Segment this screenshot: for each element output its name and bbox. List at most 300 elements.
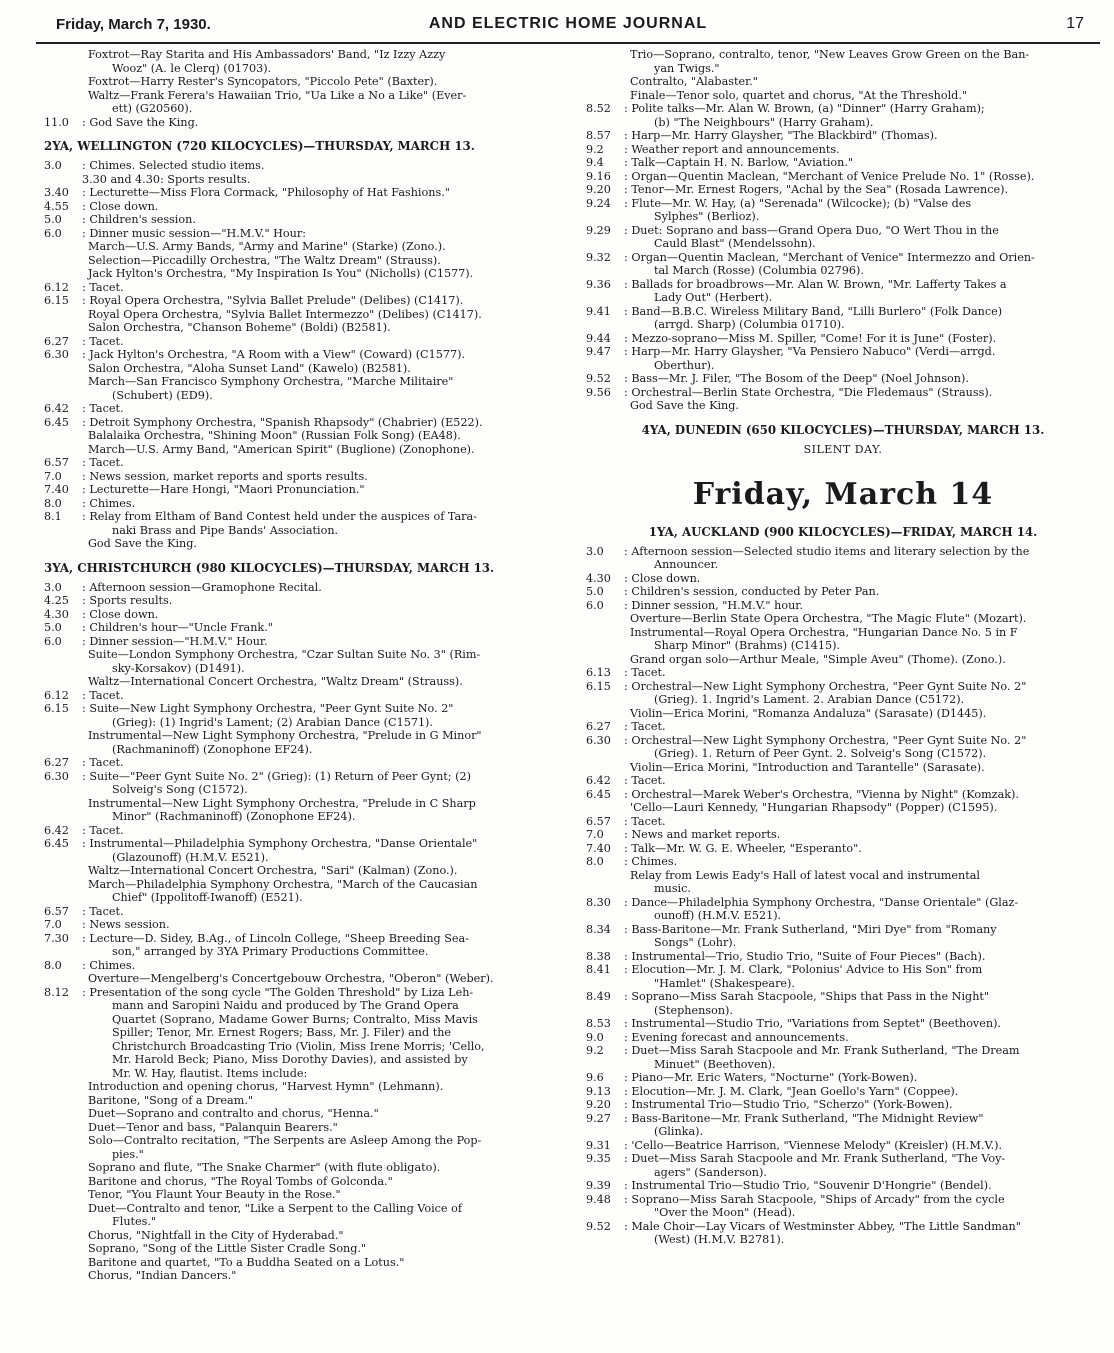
entry-text: : Evening forecast and announcements. [624, 1030, 849, 1044]
entry-time: 6.0 [586, 598, 604, 612]
programme-continuation: 'Cello—Lauri Kennedy, "Hungarian Rhapsody" (Popper) (C1595). [630, 801, 998, 814]
entry-text: : Band—B.B.C. Wireless Military Band, "Lilli Burlero" (Folk Dance) [624, 304, 1003, 318]
entry-time: 9.52 [586, 372, 611, 385]
entry-time: 6.15 [586, 679, 611, 693]
programme-continuation: Wooz" (A. le Clerq) (01703). [112, 61, 272, 75]
programme-entry [586, 332, 1100, 346]
programme-continuation: agers" (Sanderson). [654, 1165, 767, 1179]
programme-continuation: Waltz—Frank Ferera's Hawaiian Trio, "Ua Like a No a Like" (Ever- [88, 88, 467, 102]
entry-text: : Tacet. [82, 823, 124, 837]
entry-time: 6.30 [44, 348, 69, 361]
programme-entry [44, 608, 574, 622]
entry-text: : Instrumental Trio—Studio Trio, "Souvenir D'Hongrie" (Bendel). [624, 1179, 992, 1192]
programme-continuation: Chorus, "Nightfall in the City of Hyderabad." [88, 1228, 344, 1242]
programme-continuation: Instrumental—New Light Symphony Orchestra, "Prelude in G Minor" [88, 729, 482, 742]
programme-entry [44, 702, 574, 716]
entry-text: : Polite talks—Mr. Alan W. Brown, (a) "Dinner" (Harry Graham); [624, 102, 985, 115]
programme-entry [586, 788, 1100, 802]
entry-text: : Instrumental—Trio, Studio Trio, "Suite of Four Pieces" (Bach). [624, 949, 986, 963]
entry-time: 9.36 [586, 277, 611, 291]
entry-time: 6.15 [44, 702, 69, 715]
programme-continuation: (Grieg): (1) Ingrid's Lament; (2) Arabian Dance (C1571). [112, 715, 433, 729]
entry-text: : Orchestral—New Light Symphony Orchestra, "Peer Gynt Suite No. 2" [624, 679, 1027, 693]
programme-continuation: Mr. Harold Beck; Piano, Miss Dorothy Davies), and assisted by [112, 1053, 468, 1066]
programme-entry [586, 1031, 1100, 1045]
entry-text: : Duet—Miss Sarah Stacpoole and Mr. Frank Sutherland, "The Voy- [624, 1152, 1006, 1165]
programme-continuation: Baritone and quartet, "To a Buddha Seated on a Lotus." [88, 1255, 405, 1269]
entry-time: 6.0 [44, 226, 62, 240]
programme-continuation: Mr. W. Hay, flautist. Items include: [112, 1066, 308, 1080]
programme-entry [586, 305, 1100, 319]
header-date: Friday, March 7, 1930. [56, 16, 211, 33]
entry-time: 9.56 [586, 385, 611, 399]
programme-continuation: March—Philadelphia Symphony Orchestra, "March of the Caucasian [88, 877, 478, 891]
programme-continuation: sky-Korsakov) (D1491). [112, 661, 245, 675]
entry-text: : Tenor—Mr. Ernest Rogers, "Achal by the Sea" (Rosada Lawrence). [624, 183, 1009, 196]
entry-time: 8.49 [586, 990, 611, 1003]
entry-time: 6.15 [44, 294, 69, 307]
programme-entry [586, 372, 1100, 386]
programme-entry [44, 756, 574, 770]
entry-text: : News session, market reports and sports results. [82, 469, 368, 483]
entry-text: : Elocution—Mr. J. M. Clark, "Jean Goello's Yarn" (Coppee). [624, 1084, 959, 1098]
entry-time: 9.20 [586, 183, 611, 196]
entry-time: 4.30 [44, 607, 69, 621]
programme-continuation: Chorus, "Indian Dancers." [88, 1269, 237, 1282]
entry-time: 5.0 [586, 585, 604, 598]
entry-time: 8.57 [586, 129, 611, 142]
programme-continuation: God Save the King. [630, 399, 739, 412]
programme-entry [586, 224, 1100, 238]
entry-text: : Orchestral—Berlin State Orchestra, "Die Fledemaus" (Strauss). [624, 385, 993, 399]
entry-time: 8.0 [44, 958, 62, 972]
programme-continuation: Minuet" (Beethoven). [654, 1057, 776, 1071]
entry-text: : Tacet. [624, 774, 666, 787]
station-heading: 1YA, AUCKLAND (900 KILOCYCLES)—FRIDAY, MARCH 14. [648, 524, 1038, 539]
entry-time: 6.57 [44, 456, 69, 469]
programme-entry [586, 1220, 1100, 1234]
entry-time: 8.41 [586, 963, 611, 976]
programme-entry [586, 1139, 1100, 1153]
entry-text: : Jack Hylton's Orchestra, "A Room with a View" (Coward) (C1577). [82, 348, 466, 361]
programme-continuation: God Save the King. [88, 537, 197, 550]
programme-entry [586, 345, 1100, 359]
programme-entry [44, 402, 574, 416]
programme-entry [586, 1179, 1100, 1193]
entry-time: 9.48 [586, 1192, 611, 1206]
entry-text: : Sports results. [82, 594, 173, 607]
programme-entry [44, 635, 574, 649]
programme-continuation: Waltz—International Concert Orchestra, "Sari" (Kalman) (Zono.). [88, 864, 458, 877]
programme-entry [44, 227, 574, 241]
entry-time: 6.42 [44, 402, 69, 415]
programme-continuation: Lady Out" (Herbert). [654, 291, 773, 304]
entry-time: 6.12 [44, 688, 69, 702]
programme-entry [44, 456, 574, 470]
entry-time: 9.35 [586, 1152, 611, 1165]
entry-text: : Duet—Miss Sarah Stacpoole and Mr. Frank Sutherland, "The Dream [624, 1044, 1020, 1057]
entry-time: 3.0 [44, 159, 62, 172]
entry-time: 6.27 [44, 756, 69, 769]
programme-continuation: (Grieg). 1. Ingrid's Lament. 2. Arabian Dance (C5172). [654, 693, 965, 706]
entry-time: 9.4 [586, 156, 604, 169]
entry-time: 9.2 [586, 142, 604, 156]
entry-text: : Dinner session, "H.M.V." hour. [624, 598, 803, 612]
entry-text: : Harp—Mr. Harry Glaysher, "The Blackbird" (Thomas). [624, 129, 938, 142]
programme-entry [586, 197, 1100, 211]
entry-text: : Tacet. [624, 814, 666, 828]
programme-entry [586, 545, 1100, 559]
programme-entry [586, 143, 1100, 157]
programme-entry [44, 116, 574, 130]
programme-continuation: Duet—Tenor and bass, "Palanquin Bearers." [88, 1120, 338, 1134]
programme-continuation: Instrumental—New Light Symphony Orchestra, "Prelude in C Sharp [88, 796, 476, 810]
programme-continuation: Solveig's Song (C1572). [112, 783, 248, 796]
programme-continuation: Quartet (Soprano, Madame Gower Burns; Contralto, Miss Mavis [112, 1012, 478, 1026]
programme-entry [586, 102, 1100, 116]
programme-continuation: Sylphes" (Berlioz). [654, 210, 760, 223]
programme-continuation: Waltz—International Concert Orchestra, "Waltz Dream" (Strauss). [88, 675, 463, 688]
programme-entry [586, 963, 1100, 977]
programme-entry [44, 497, 574, 511]
programme-continuation: Salon Orchestra, "Aloha Sunset Land" (Kawelo) (B2581). [88, 361, 411, 375]
programme-entry [586, 842, 1100, 856]
entry-time: 8.1 [44, 510, 62, 523]
programme-continuation: Selection—Piccadilly Orchestra, "The Waltz Dream" (Strauss). [88, 253, 441, 267]
entry-text: : Tacet. [82, 456, 124, 469]
entry-time: 5.0 [44, 213, 62, 226]
entry-text: : Organ—Quentin Maclean, "Merchant of Venice" Intermezzo and Orien- [624, 250, 1035, 264]
programme-continuation: Overture—Berlin State Opera Orchestra, "The Magic Flute" (Mozart). [630, 612, 1027, 625]
entry-text: : Instrumental Trio—Studio Trio, "Scherzo" (York-Bowen). [624, 1098, 953, 1111]
entry-time: 9.29 [586, 223, 611, 237]
entry-time: 8.34 [586, 922, 611, 936]
entry-text: : Male Choir—Lay Vicars of Westminster Abbey, "The Little Sandman" [624, 1219, 1021, 1233]
programme-entry [586, 1193, 1100, 1207]
programme-continuation: Sharp Minor" (Brahms) (C1415). [654, 639, 841, 652]
entry-text: : Dinner music session—"H.M.V." Hour: [82, 226, 306, 240]
programme-entry [586, 828, 1100, 842]
entry-text: : News and market reports. [624, 828, 781, 841]
programme-continuation: "Over the Moon" (Head). [654, 1206, 796, 1219]
programme-entry [44, 213, 574, 227]
programme-continuation: music. [654, 882, 691, 895]
entry-text: : Instrumental—Philadelphia Symphony Orchestra, "Danse Orientale" [82, 837, 478, 850]
entry-time: 9.20 [586, 1098, 611, 1111]
programme-entry [586, 1071, 1100, 1085]
entry-time: 9.13 [586, 1084, 611, 1098]
programme-continuation: (Glinka). [654, 1125, 704, 1138]
programme-continuation: Soprano, "Song of the Little Sister Cradle Song." [88, 1242, 367, 1255]
entry-time: 4.30 [586, 571, 611, 585]
programme-continuation: Grand organ solo—Arthur Meale, "Simple Aveu" (Thome). (Zono.). [630, 652, 1006, 666]
day-title: Friday, March 14 [692, 476, 994, 512]
entry-text: : Close down. [624, 571, 701, 585]
programme-entry [44, 348, 574, 362]
entry-text: : Soprano—Miss Sarah Stacpoole, "Ships that Pass in the Night" [624, 990, 990, 1003]
programme-entry [44, 294, 574, 308]
programme-entry [586, 1044, 1100, 1058]
entry-text: : Tacet. [82, 402, 124, 415]
programme-continuation: tal March (Rosse) (Columbia 02796). [654, 264, 864, 277]
programme-continuation: Duet—Contralto and tenor, "Like a Serpent to the Calling Voice of [88, 1201, 462, 1215]
programme-continuation: Duet—Soprano and contralto and chorus, "Henna." [88, 1107, 379, 1120]
programme-entry [44, 173, 574, 187]
programme-entry [586, 170, 1100, 184]
programme-continuation: (Schubert) (ED9). [112, 388, 213, 402]
programme-continuation: Christchurch Broadcasting Trio (Violin, Miss Irene Morris; 'Cello, [112, 1039, 485, 1053]
entry-text: : Chimes. [82, 496, 136, 510]
programme-continuation: Foxtrot—Ray Starita and His Ambassadors' Band, "Iz Izzy Azzy [88, 48, 446, 61]
station-heading: 3YA, CHRISTCHURCH (980 KILOCYCLES)—THURSDAY, MARCH 13. [44, 560, 495, 575]
programme-entry [586, 585, 1100, 599]
programme-continuation: March—U.S. Army Band, "American Spirit" (Buglione) (Zonophone). [88, 442, 475, 456]
programme-continuation: Minor" (Rachmaninoff) (Zonophone EF24). [112, 810, 356, 823]
programme-continuation: "Hamlet" (Shakespeare). [654, 976, 795, 990]
programme-continuation: Relay from Lewis Eady's Hall of latest vocal and instrumental [630, 868, 980, 882]
entry-text: : Chimes. [624, 855, 678, 868]
entry-text: : God Save the King. [82, 115, 199, 129]
entry-text: : Bass—Mr. J. Filer, "The Bosom of the Deep" (Noel Johnson). [624, 372, 969, 385]
entry-text: : Tacet. [82, 334, 124, 348]
entry-time: 6.0 [44, 634, 62, 648]
programme-continuation: naki Brass and Pipe Bands' Association. [112, 523, 339, 537]
entry-text: : Ballads for broadbrows—Mr. Alan W. Brown, "Mr. Lafferty Takes a [624, 277, 1007, 291]
entry-time: 8.12 [44, 985, 69, 999]
entry-time: 8.30 [586, 895, 611, 909]
entry-time: 6.30 [44, 769, 69, 783]
programme-entry [44, 483, 574, 497]
entry-time: 7.0 [586, 828, 604, 841]
programme-continuation: Songs" (Lohr). [654, 936, 737, 949]
programme-continuation: Baritone, "Song of a Dream." [88, 1093, 254, 1107]
programme-entry [586, 774, 1100, 788]
entry-text: 3.30 and 4.30: Sports results. [82, 172, 251, 186]
entry-time: 6.30 [586, 733, 611, 747]
programme-continuation: Flutes." [112, 1215, 157, 1228]
entry-time: 6.27 [44, 334, 69, 348]
entry-text: : Orchestral—Marek Weber's Orchestra, "Vienna by Night" (Komzak). [624, 787, 1019, 801]
programme-continuation: ounoff) (H.M.V. E521). [654, 909, 782, 922]
entry-text: : Bass-Baritone—Mr. Frank Sutherland, "The Midnight Review" [624, 1111, 984, 1125]
programme-entry [44, 905, 574, 919]
entry-time: 4.25 [44, 594, 69, 607]
entry-time: 3.40 [44, 186, 69, 199]
programme-entry [586, 923, 1100, 937]
programme-entry [44, 416, 574, 430]
programme-entry [44, 689, 574, 703]
entry-time: 9.44 [586, 331, 611, 345]
programme-continuation: Oberthur). [654, 358, 715, 372]
entry-time: 3.0 [44, 580, 62, 594]
entry-text: : Suite—New Light Symphony Orchestra, "Peer Gynt Suite No. 2" [82, 702, 454, 715]
entry-text: : Weather report and announcements. [624, 142, 840, 156]
programme-continuation: (West) (H.M.V. B2781). [654, 1233, 785, 1246]
programme-continuation: (Grieg). 1. Return of Peer Gynt. 2. Solveig's Song (C1572). [654, 747, 987, 760]
programme-continuation: yan Twigs." [654, 61, 720, 75]
entry-time: 6.45 [44, 415, 69, 429]
programme-continuation: Baritone and chorus, "The Royal Tombs of Golconda." [88, 1174, 393, 1188]
programme-continuation: (Rachmaninoff) (Zonophone EF24). [112, 742, 313, 756]
entry-time: 9.6 [586, 1071, 604, 1084]
programme-entry [586, 950, 1100, 964]
programme-entry [586, 734, 1100, 748]
programme-entry [44, 918, 574, 932]
entry-time: 6.12 [44, 280, 69, 294]
programme-continuation: Trio—Soprano, contralto, tenor, "New Leaves Grow Green on the Ban- [630, 48, 1030, 61]
entry-time: 9.47 [586, 345, 611, 358]
programme-continuation: Solo—Contralto recitation, "The Serpents are Asleep Among the Pop- [88, 1134, 482, 1147]
entry-time: 9.32 [586, 250, 611, 264]
programme-entry [586, 720, 1100, 734]
station-heading: 4YA, DUNEDIN (650 KILOCYCLES)—THURSDAY, MARCH 13. [641, 422, 1045, 437]
entry-time: 8.38 [586, 949, 611, 963]
entry-text: : Dance—Philadelphia Symphony Orchestra, "Danse Orientale" (Glaz- [624, 895, 1019, 909]
programme-entry [44, 470, 574, 484]
programme-continuation: Cauld Blast" (Mendelssohn). [654, 237, 816, 250]
programme-continuation: Violin—Erica Morini, "Romanza Andaluza" (Sarasate) (D1445). [630, 706, 987, 720]
entry-text: : Lecturette—Miss Flora Cormack, "Philosophy of Hat Fashions." [82, 186, 450, 199]
entry-text: : Elocution—Mr. J. M. Clark, "Polonius' Advice to His Son" from [624, 963, 983, 976]
programme-continuation: Royal Opera Orchestra, "Sylvia Ballet Intermezzo" (Delibes) (C1417). [88, 307, 482, 321]
entry-time: 9.2 [586, 1044, 604, 1057]
programme-entry [586, 156, 1100, 170]
entry-time: 6.57 [44, 904, 69, 918]
programme-entry [586, 1085, 1100, 1099]
entry-text: : Afternoon session—Gramophone Recital. [82, 580, 322, 594]
entry-text: : Relay from Eltham of Band Contest held under the auspices of Tara- [82, 510, 477, 523]
programme-continuation: Introduction and opening chorus, "Harvest Hymn" (Lehmann). [88, 1080, 444, 1093]
entry-text: : Tacet. [82, 756, 124, 769]
entry-text: : Chimes. Selected studio items. [82, 159, 265, 172]
programme-entry [586, 855, 1100, 869]
entry-time: 9.0 [586, 1030, 604, 1044]
entry-time: 9.16 [586, 169, 611, 183]
programme-entry [586, 680, 1100, 694]
programme-continuation: Balalaika Orchestra, "Shining Moon" (Russian Folk Song) (EA48). [88, 429, 461, 442]
entry-text: : Piano—Mr. Eric Waters, "Nocturne" (York-Bowen). [624, 1071, 918, 1084]
entry-time: 9.31 [586, 1138, 611, 1152]
entry-text: : Chimes. [82, 958, 136, 972]
programme-entry [44, 335, 574, 349]
programme-entry [44, 824, 574, 838]
programme-continuation: Finale—Tenor solo, quartet and chorus, "At the Threshold." [630, 88, 968, 102]
programme-entry [44, 186, 574, 200]
programme-entry [586, 666, 1100, 680]
programme-continuation: son," arranged by 3YA Primary Productions Committee. [112, 945, 429, 958]
entry-time: 4.55 [44, 199, 69, 213]
programme-continuation: Suite—London Symphony Orchestra, "Czar Sultan Suite No. 3" (Rim- [88, 648, 481, 661]
entry-text: : Children's hour—"Uncle Frank." [82, 621, 273, 634]
programme-continuation: ett) (G20560). [112, 102, 193, 115]
programme-continuation: Foxtrot—Harry Rester's Syncopators, "Piccolo Pete" (Baxter). [88, 75, 438, 88]
programme-continuation: Announcer. [654, 558, 719, 571]
entry-time: 6.42 [44, 823, 69, 837]
programme-entry [586, 183, 1100, 197]
right-column [586, 48, 1100, 1247]
programme-entry [44, 932, 574, 946]
entry-text: : Lecture—D. Sidey, B.Ag., of Lincoln College, "Sheep Breeding Sea- [82, 931, 469, 945]
entry-time: 9.24 [586, 196, 611, 210]
entry-time: 8.0 [586, 855, 604, 868]
programme-entry [44, 510, 574, 524]
programme-continuation: Violin—Erica Morini, "Introduction and Tarantelle" (Sarasate). [630, 760, 985, 774]
entry-text: : Talk—Mr. W. G. E. Wheeler, "Esperanto". [624, 841, 862, 855]
page-header [36, 12, 1100, 44]
entry-text: : Detroit Symphony Orchestra, "Spanish Rhapsody" (Chabrier) (E522). [82, 415, 483, 429]
entry-time: 8.53 [586, 1017, 611, 1030]
left-column [44, 48, 574, 1283]
entry-time: 7.40 [586, 841, 611, 855]
programme-entry [586, 1152, 1100, 1166]
page-number: 17 [1066, 15, 1084, 32]
entry-time: 9.41 [586, 304, 611, 318]
programme-continuation: Chief" (Ippolitoff-Iwanoff) (E521). [112, 891, 303, 904]
entry-text: : Presentation of the song cycle "The Golden Threshold" by Liza Leh- [82, 985, 474, 999]
entry-text: : Close down. [82, 199, 159, 213]
programme-continuation: March—U.S. Army Bands, "Army and Marine" (Starke) (Zono.). [88, 240, 446, 253]
entry-time: 6.45 [586, 787, 611, 801]
entry-text: : 'Cello—Beatrice Harrison, "Viennese Melody" (Kreisler) (H.M.V.). [624, 1138, 1003, 1152]
entry-text: : Suite—"Peer Gynt Suite No. 2" (Grieg): (1) Return of Peer Gynt; (2) [82, 769, 471, 783]
programme-entry [586, 599, 1100, 613]
header-journal-title: AND ELECTRIC HOME JOURNAL [428, 15, 708, 32]
programme-continuation: March—San Francisco Symphony Orchestra, "Marche Militaire" [88, 375, 454, 388]
programme-entry [44, 281, 574, 295]
entry-time: 8.0 [44, 496, 62, 510]
entry-text: : Mezzo-soprano—Miss M. Spiller, "Come! For it is June" (Foster). [624, 331, 997, 345]
programme-continuation: (b) "The Neighbours" (Harry Graham). [654, 115, 874, 129]
entry-text: : Lecturette—Hare Hongi, "Maori Pronunciation." [82, 483, 365, 496]
entry-text: : Tacet. [82, 688, 124, 702]
programme-entry [44, 959, 574, 973]
entry-text: : Tacet. [82, 280, 124, 294]
programme-entry [44, 159, 574, 173]
programme-entry [586, 990, 1100, 1004]
entry-text: : Talk—Captain H. N. Barlow, "Aviation." [624, 156, 854, 169]
entry-time: 3.0 [586, 544, 604, 558]
entry-text: : Dinner session—"H.M.V." Hour. [82, 634, 268, 648]
entry-text: : News session. [82, 918, 170, 931]
entry-text: : Bass-Baritone—Mr. Frank Sutherland, "Miri Dye" from "Romany [624, 922, 997, 936]
programme-entry [44, 770, 574, 784]
programme-entry [586, 129, 1100, 143]
programme-continuation: Contralto, "Alabaster." [630, 75, 758, 88]
programme-entry [44, 621, 574, 635]
entry-time: 7.0 [44, 918, 62, 931]
programme-entry [44, 581, 574, 595]
entry-time: 6.45 [44, 837, 69, 850]
entry-time: 5.0 [44, 621, 62, 634]
entry-time: 6.57 [586, 814, 611, 828]
entry-time: 9.27 [586, 1111, 611, 1125]
entry-text: : Royal Opera Orchestra, "Sylvia Ballet Prelude" (Delibes) (C1417). [82, 294, 464, 307]
programme-continuation: pies." [112, 1147, 144, 1161]
programme-entry [44, 200, 574, 214]
programme-entry [586, 1017, 1100, 1031]
entry-text: : Flute—Mr. W. Hay, (a) "Serenada" (Wilcocke); (b) "Valse des [624, 196, 972, 210]
entry-time: 11.0 [44, 115, 69, 129]
entry-time: 9.52 [586, 1219, 611, 1233]
programme-continuation: (arrgd. Sharp) (Columbia 01710). [654, 318, 845, 331]
entry-time: 6.42 [586, 774, 611, 787]
programme-entry [44, 837, 574, 851]
entry-time: 6.13 [586, 666, 611, 679]
entry-time: 8.52 [586, 102, 611, 115]
entry-time: 7.40 [44, 483, 69, 496]
programme-entry [586, 572, 1100, 586]
programme-entry [586, 278, 1100, 292]
